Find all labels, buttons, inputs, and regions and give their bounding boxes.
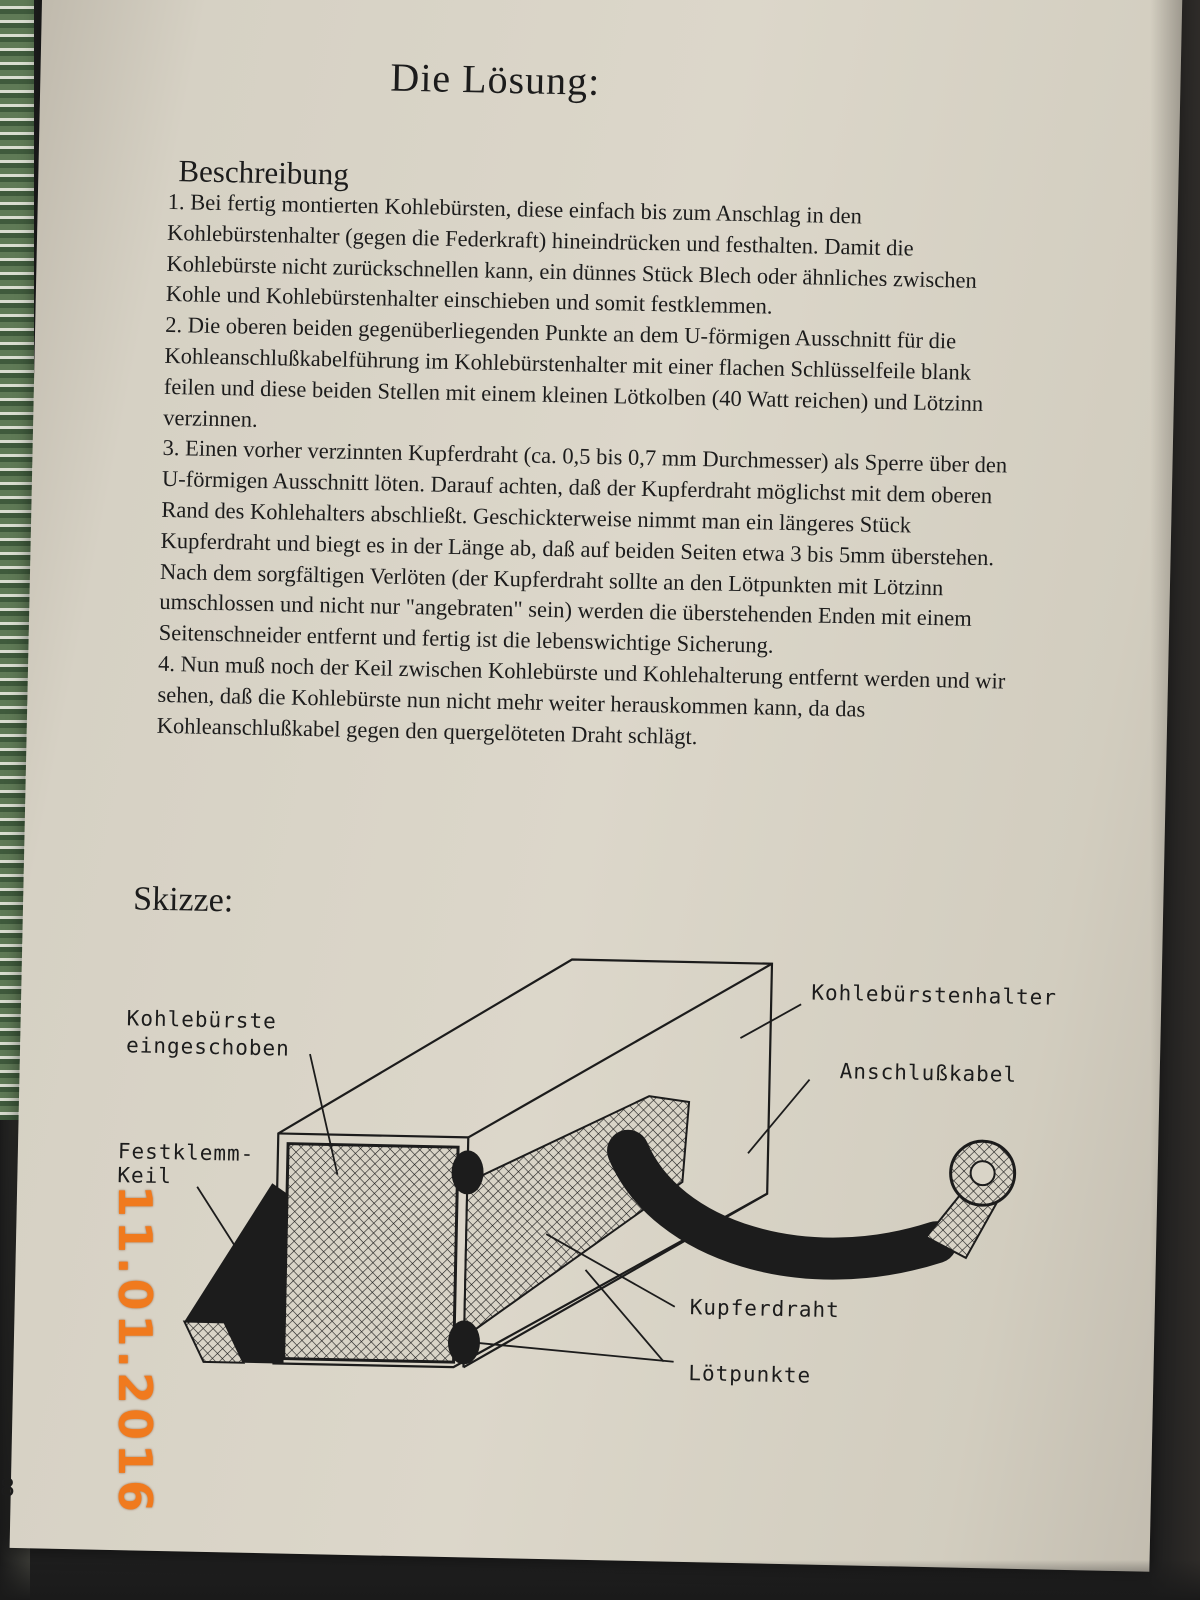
label-brush-line1: Kohlebürste (126, 1006, 277, 1034)
carbon-brush (284, 1144, 458, 1363)
page-gutter-shadow (1150, 0, 1200, 1600)
sketch-heading: Skizze: (132, 880, 234, 920)
step-1-paragraph: 1. Bei fertig montierten Kohlebürsten, diese einfach bis zum Anschlag in den Kohlebürstenhalter (gegen die Federkraft) hineindrücken und festhalten. Damit die Kohlebürste nicht zurückschnellen kann, ein dünnes Stück Blech oder ähnliches zwischen Kohle und Kohlebürstenhalter einschieben und somit festklemmen. (165, 188, 977, 319)
label-holder: Kohlebürstenhalter (811, 980, 1058, 1010)
label-wedge-line1: Festklemm- (117, 1139, 255, 1166)
step-4-paragraph: 4. Nun muß noch der Keil zwischen Kohlebürste und Kohlehalterung entfernt werden und wir sehen, daß die Kohlebürste nun nicht mehr weiter herauskommen kann, da das Kohleanschlußkabel gegen den quergelöteten Draht schlägt. (156, 650, 1006, 749)
clamp-wedge (184, 1182, 288, 1364)
camera-date-stamp: 11.01.2016 (108, 1185, 162, 1517)
step-3-paragraph: 3. Einen vorher verzinnten Kupferdraht (ca. 0,5 bis 0,7 mm Durchmesser) als Sperre über den U-förmigen Ausschnitt löten. Darauf achten, daß der Kupferdraht möglichst mit dem oberen Rand des Kohlehalters abschließt. Geschickterweise nimmt man ein längeres Stück Kupferdraht und biegt es in der Länge ab, daß auf beiden Seiten etwa 3 bis 5mm überstehen. Nach dem sorgfältigen Verlöten (der Kupferdraht sollte an den Lötpunkten mit Lötzinn umschlossen und nicht nur "angebraten" sein) werden die überstehenden Enden mit einem Seitenschneider entfernt und fertig ist die lebenswichtige Sicherung. (158, 435, 1008, 658)
section-heading: Beschreibung (178, 153, 350, 192)
label-solder: Lötpunkte (688, 1361, 812, 1388)
page-title: Die Lösung: (389, 54, 601, 104)
step-2-paragraph: 2. Die oberen beiden gegenüberliegenden Punkte an dem U-förmigen Ausschnitt für die Kohleanschlußkabelführung im Kohlebürstenhalter mit einer flachen Schlüsselfeile blank feilen und diese beiden Stellen mit einem kleinen Lötkolben (40 Watt reichen) und Lötzinn verzinnen. (163, 312, 984, 432)
label-wedge-line2: Keil (117, 1163, 173, 1189)
label-brush-line2: eingeschoben (125, 1033, 291, 1061)
page-number: 8 (0, 1472, 15, 1502)
label-cable: Anschlußkabel (839, 1059, 1018, 1087)
brush-holder-sketch (102, 940, 1102, 1431)
body-text (157, 187, 1018, 759)
bottom-dark-edge (0, 1560, 1200, 1600)
book-page (10, 0, 1183, 1572)
label-wire: Kupferdraht (689, 1295, 841, 1323)
